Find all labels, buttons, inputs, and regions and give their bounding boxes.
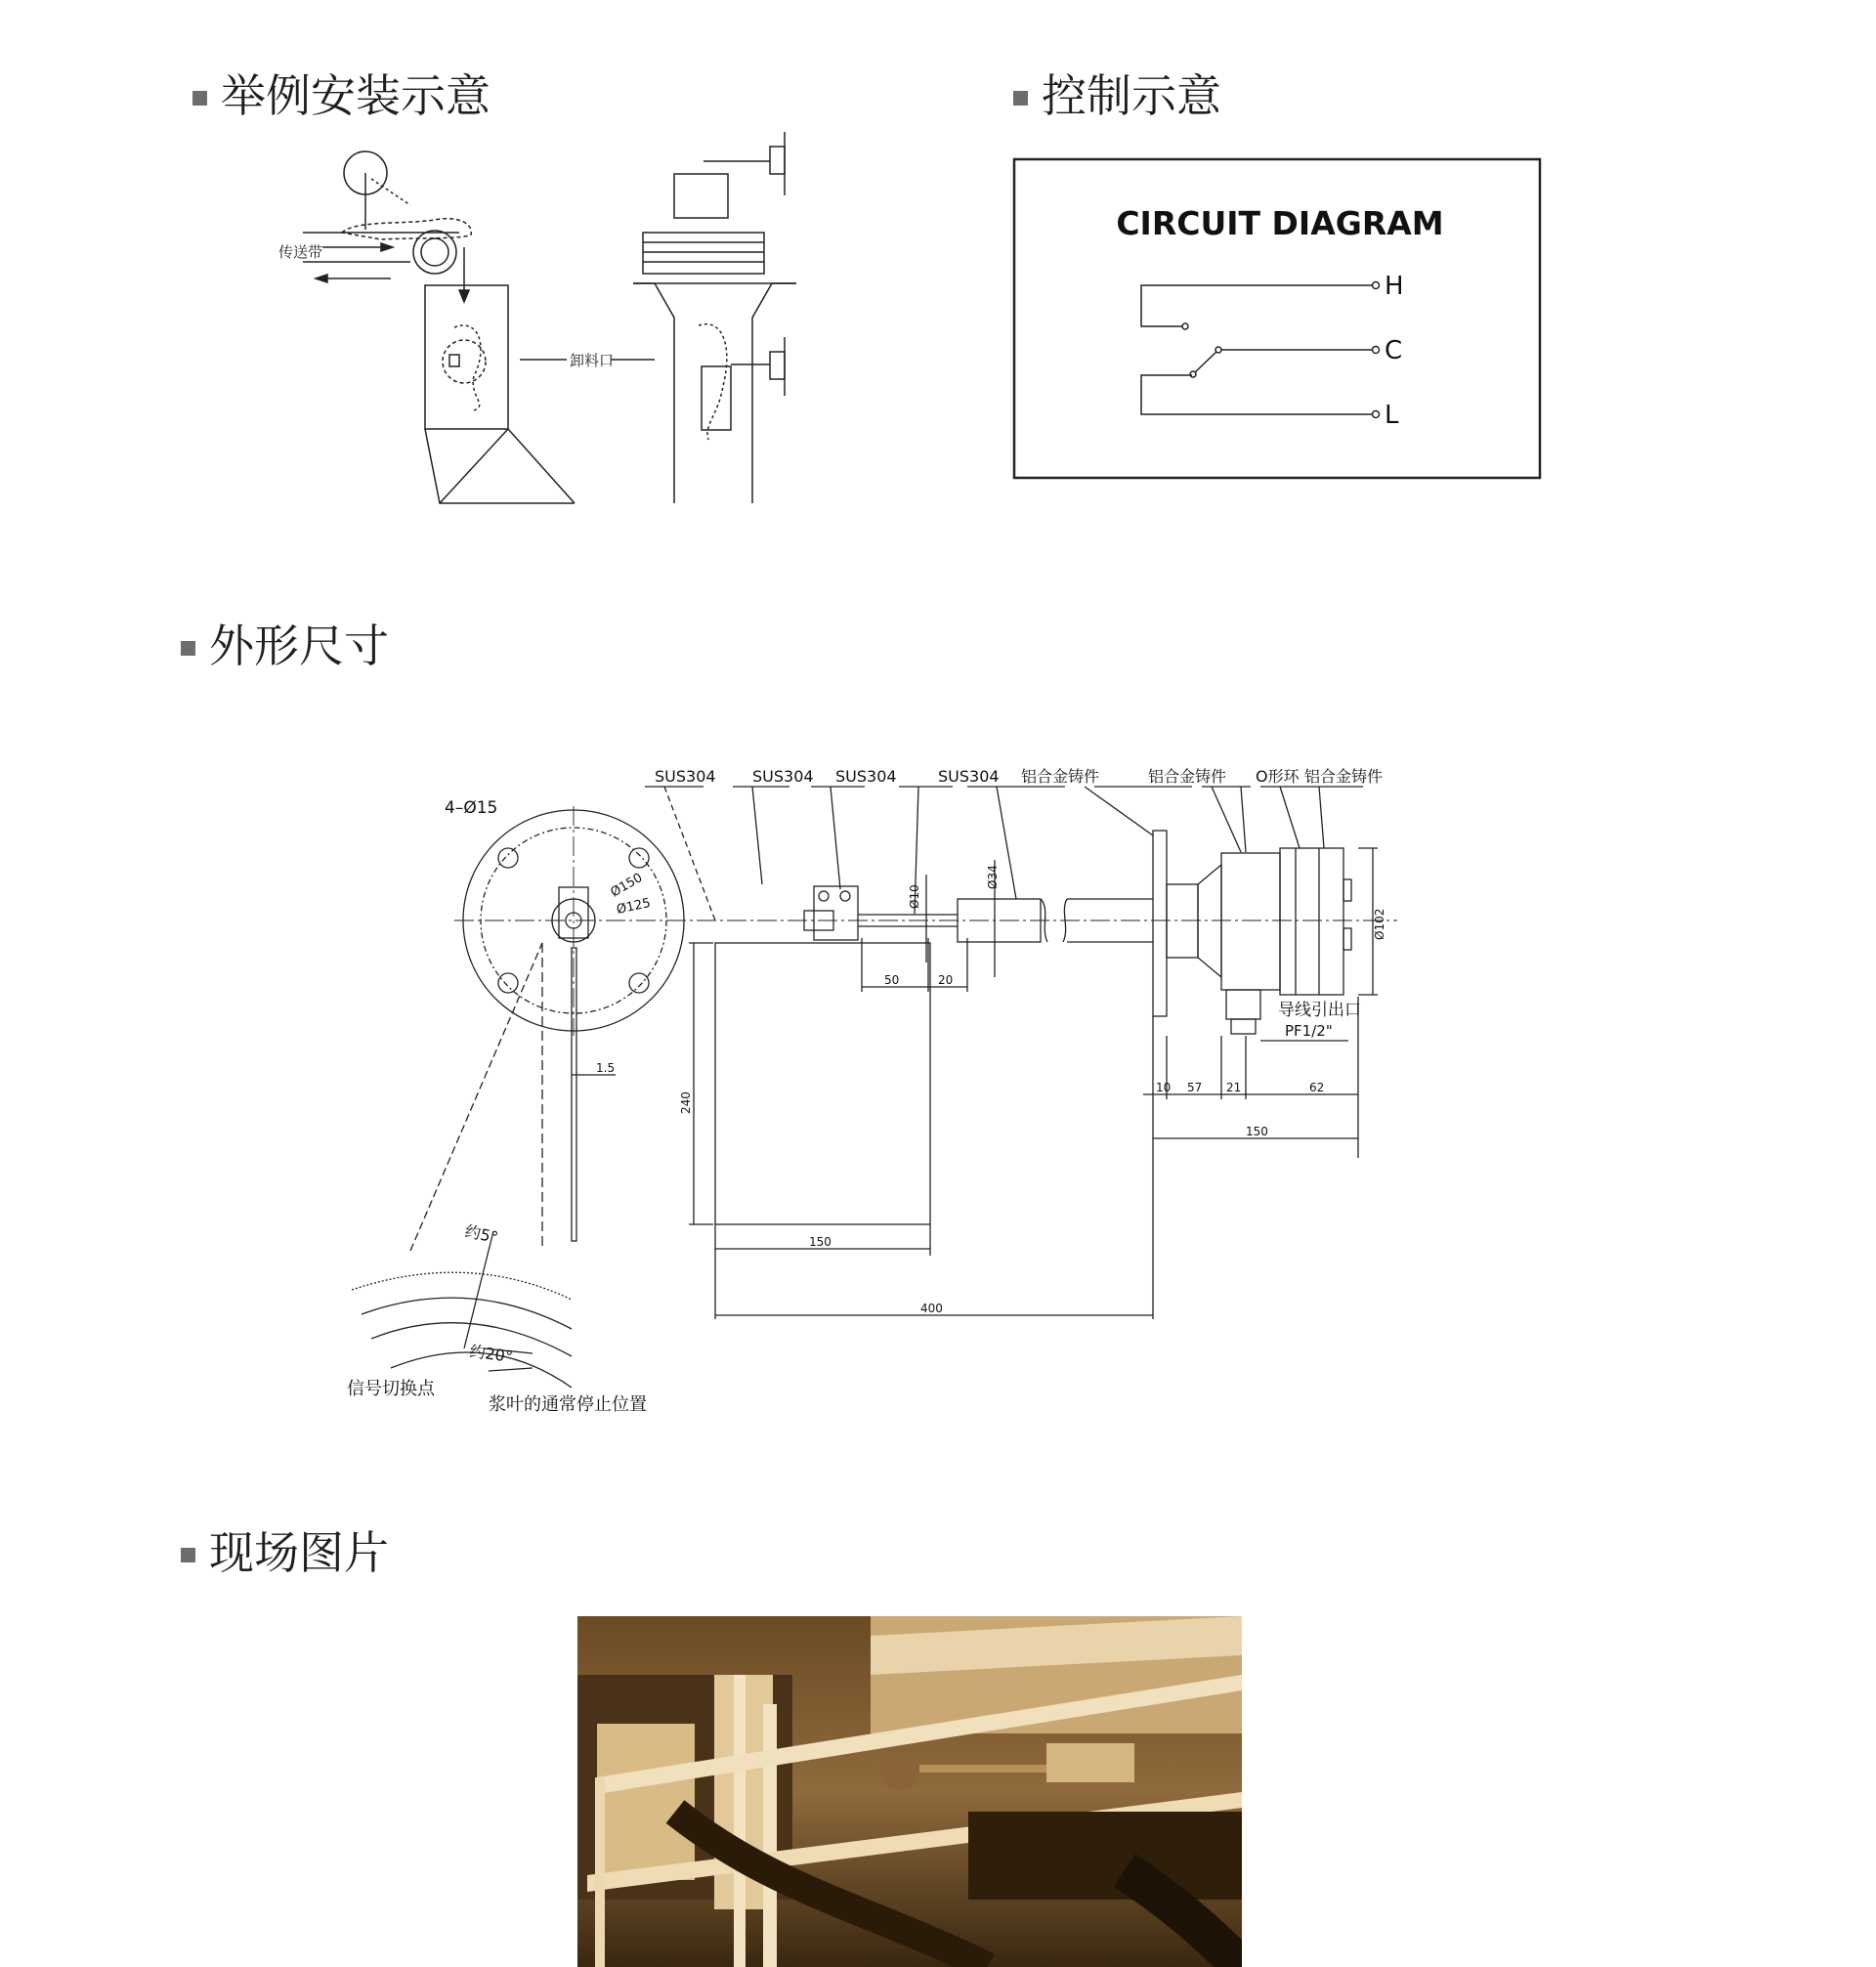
terminal-c: C (1385, 336, 1403, 365)
section-title-control: 控制示意 (1042, 69, 1221, 122)
stop-position-note: 浆叶的通常停止位置 (489, 1394, 647, 1415)
section-photo (181, 1518, 389, 1582)
site-photo (577, 1616, 1242, 1967)
dim-20: 20 (938, 973, 954, 987)
outlet-label: 卸料口 (570, 352, 615, 369)
material-label-7: O形环 (1256, 767, 1300, 786)
section-title-photo: 现场图片 (209, 1526, 389, 1579)
circuit-title: CIRCUIT DIAGRAM (1116, 204, 1444, 242)
section-install (192, 61, 490, 125)
dimension-drawing (342, 743, 1446, 1427)
dim-240: 240 (679, 1091, 693, 1114)
material-label-4: SUS304 (938, 767, 1000, 786)
bullet-square-icon (181, 1548, 195, 1562)
tube-diameter-label: Ø34 (986, 865, 1000, 889)
material-label-3: SUS304 (835, 767, 897, 786)
section-title-dimensions: 外形尺寸 (209, 620, 389, 672)
flange-d2-label: Ø125 (615, 895, 653, 918)
circuit-diagram (1011, 156, 1549, 484)
material-label-5: 铝合金铸件 (1021, 767, 1100, 786)
dim-21: 21 (1226, 1081, 1242, 1094)
material-label-8: 铝合金铸件 (1304, 767, 1384, 786)
section-control (1013, 61, 1221, 125)
bullet-square-icon (181, 641, 195, 656)
angle-large-label: 约20° (468, 1342, 515, 1367)
install-example-diagram (264, 122, 811, 513)
dim-150-total: 150 (1246, 1125, 1268, 1138)
dim-1-5: 1.5 (596, 1061, 616, 1075)
angle-small-label: 约5° (463, 1221, 500, 1248)
flange-holes-label: 4–Ø15 (445, 798, 498, 818)
terminal-h: H (1385, 272, 1404, 301)
bullet-square-icon (1013, 91, 1028, 106)
dim-400: 400 (920, 1302, 943, 1315)
dim-62: 62 (1309, 1081, 1325, 1094)
flange-d1-label: Ø150 (608, 870, 646, 901)
switch-point-note: 信号切换点 (347, 1379, 435, 1399)
material-label-2: SUS304 (752, 767, 814, 786)
terminal-l: L (1385, 401, 1399, 430)
housing-diameter-label: Ø102 (1373, 908, 1386, 940)
cable-entry-spec: PF1/2" (1285, 1022, 1333, 1040)
dim-10: 10 (1156, 1081, 1172, 1094)
cable-entry-label: 导线引出口 (1278, 1001, 1361, 1020)
dim-50: 50 (884, 973, 900, 987)
dim-57: 57 (1187, 1081, 1203, 1094)
belt-label: 传送带 (278, 243, 323, 261)
shaft-diameter-label: Ø10 (908, 884, 921, 909)
dim-150-blade: 150 (809, 1235, 831, 1249)
section-dimensions (181, 611, 389, 675)
bullet-square-icon (192, 91, 207, 106)
material-label-6: 铝合金铸件 (1148, 767, 1227, 786)
section-title-install: 举例安装示意 (221, 69, 490, 122)
material-label-1: SUS304 (655, 767, 716, 786)
